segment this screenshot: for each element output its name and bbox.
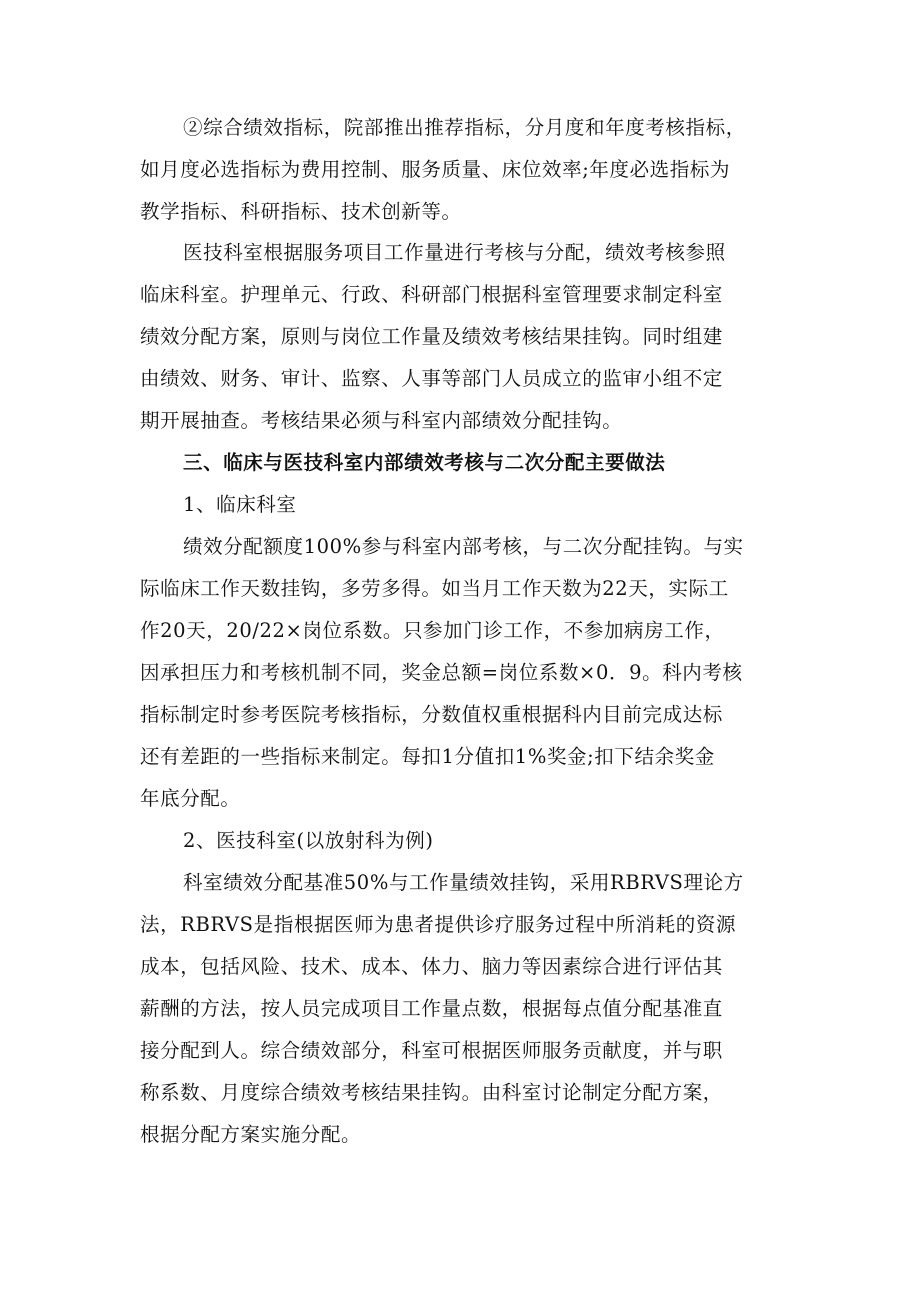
- text-line: 际临床工作天数挂钩，多劳多得。如当月工作天数为22天，实际工: [140, 577, 729, 600]
- text-line: 成本，包括风险、技术、成本、体力、脑力等因素综合进行评估其: [140, 955, 723, 978]
- text-line: 称系数、月度综合绩效考核结果挂钩。由科室讨论制定分配方案，: [140, 1081, 723, 1104]
- text-line: 医技科室根据服务项目工作量进行考核与分配，绩效考核参照: [183, 241, 726, 264]
- subsection-heading-medical-tech: 2、医技科室(以放射科为例): [183, 829, 434, 852]
- text-line: 接分配到人。综合绩效部分，科室可根据医师服务贡献度，并与职: [140, 1039, 723, 1062]
- text-line: 法，RBRVS是指根据医师为患者提供诊疗服务过程中所消耗的资源: [140, 913, 737, 936]
- text-line: 作20天，20/22×岗位系数。只参加门诊工作，不参加病房工作，: [140, 619, 725, 642]
- text-line: 因承担压力和考核机制不同，奖金总额=岗位系数×0．9。科内考核: [140, 661, 743, 684]
- text-line: 期开展抽查。考核结果必须与科室内部绩效分配挂钩。: [140, 409, 623, 432]
- text-line: 如月度必选指标为费用控制、服务质量、床位效率;年度必选指标为: [140, 158, 731, 181]
- text-line: 指标制定时参考医院考核指标，分数值权重根据科内目前完成达标: [140, 703, 723, 726]
- text-line: 年底分配。: [140, 787, 241, 810]
- section-heading: 三、临床与医技科室内部绩效考核与二次分配主要做法: [183, 451, 666, 474]
- text-line: 科室绩效分配基准50%与工作量绩效挂钩，采用RBRVS理论方: [183, 871, 744, 894]
- text-line: 绩效分配方案，原则与岗位工作量及绩效考核结果挂钩。同时组建: [140, 325, 723, 348]
- text-line: 薪酬的方法，按人员完成项目工作量点数，根据每点值分配基准直: [140, 997, 723, 1020]
- text-line: 还有差距的一些指标来制定。每扣1分值扣1%奖金;扣下结余奖金: [140, 745, 715, 768]
- text-line: 根据分配方案实施分配。: [140, 1123, 362, 1146]
- text-line: 教学指标、科研指标、技术创新等。: [140, 200, 462, 223]
- text-line: 临床科室。护理单元、行政、科研部门根据科室管理要求制定科室: [140, 283, 723, 306]
- text-line: 由绩效、财务、审计、监察、人事等部门人员成立的监审小组不定: [140, 367, 723, 390]
- text-line: ②综合绩效指标，院部推出推荐指标，分月度和年度考核指标，: [183, 116, 746, 139]
- text-line: 绩效分配额度100%参与科室内部考核，与二次分配挂钩。与实: [183, 535, 744, 558]
- subsection-heading-clinical: 1、临床科室: [183, 493, 297, 516]
